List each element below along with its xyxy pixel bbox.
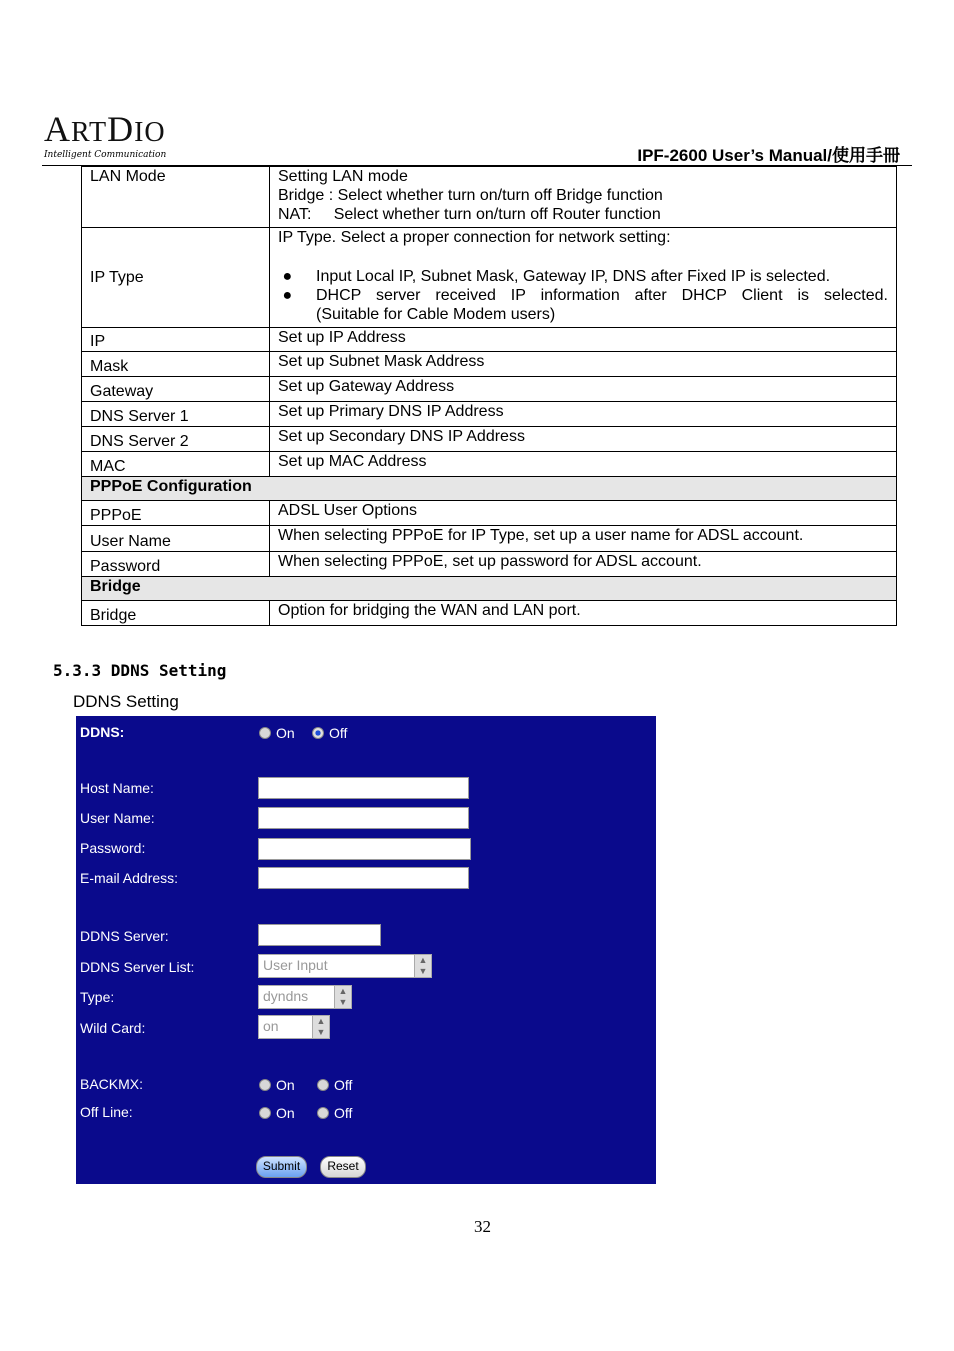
row-value: Set up Primary DNS IP Address bbox=[270, 402, 897, 427]
password-input[interactable] bbox=[258, 838, 471, 860]
row-value: ADSL User Options bbox=[270, 501, 897, 526]
spinner-arrows-icon: ▲ ▼ bbox=[312, 1016, 329, 1038]
table-row bbox=[82, 328, 897, 352]
table-row bbox=[82, 167, 897, 228]
email-input[interactable] bbox=[258, 867, 469, 889]
type-label: Type: bbox=[80, 989, 115, 1005]
ddns-server-list-select[interactable]: User Input ▲ ▼ bbox=[258, 954, 432, 978]
section-title: PPPoE Configuration bbox=[82, 477, 897, 501]
row-key: LAN Mode bbox=[82, 167, 270, 228]
value-intro: IP Type. Select a proper connection for network setting: bbox=[278, 229, 671, 246]
table-row bbox=[82, 452, 897, 477]
host-name-label: Host Name: bbox=[80, 780, 154, 796]
ddns-off-radio[interactable]: Off bbox=[312, 725, 347, 741]
table-row bbox=[82, 501, 897, 526]
user-name-label: User Name: bbox=[80, 810, 155, 826]
row-value: Set up Gateway Address bbox=[270, 377, 897, 402]
bullet-item: ● DHCP server received IP information after DHCP Client is selected. bbox=[278, 287, 888, 304]
table-row bbox=[82, 352, 897, 377]
row-key: DNS Server 1 bbox=[82, 402, 270, 427]
section-row bbox=[82, 577, 897, 601]
table-row bbox=[82, 402, 897, 427]
value-line: NAT: Select whether turn on/turn off Router function bbox=[278, 206, 661, 223]
row-value: Set up IP Address bbox=[270, 328, 897, 352]
bullet-item: ● Input Local IP, Subnet Mask, Gateway IP, DNS after Fixed IP is selected. bbox=[278, 268, 831, 285]
spinner-arrows-icon: ▲ ▼ bbox=[414, 955, 431, 977]
logo-wordmark: ARTDIO bbox=[44, 109, 166, 149]
row-key: PPPoE bbox=[82, 501, 270, 526]
section-row bbox=[82, 477, 897, 501]
type-select[interactable]: dyndns ▲ ▼ bbox=[258, 985, 352, 1009]
row-key: Gateway bbox=[82, 377, 270, 402]
table-row bbox=[82, 552, 897, 577]
row-value bbox=[270, 167, 897, 228]
submit-button[interactable]: Submit bbox=[256, 1156, 307, 1178]
password-label: Password: bbox=[80, 840, 146, 856]
row-key: User Name bbox=[82, 526, 270, 552]
row-key: IP Type bbox=[82, 228, 270, 328]
table-row bbox=[82, 526, 897, 552]
reset-button[interactable]: Reset bbox=[320, 1156, 366, 1178]
logo-tagline: Intelligent Communication bbox=[44, 150, 167, 160]
table-row bbox=[82, 377, 897, 402]
spinner-arrows-icon: ▲ ▼ bbox=[334, 986, 351, 1008]
table-row bbox=[82, 601, 897, 626]
artdio-logo bbox=[44, 110, 184, 160]
page-number: 32 bbox=[474, 1217, 491, 1236]
manual-title: IPF-2600 User’s Manual/使用手冊 bbox=[637, 146, 900, 165]
row-value: Set up Secondary DNS IP Address bbox=[270, 427, 897, 452]
backmx-on-radio[interactable]: On bbox=[259, 1077, 295, 1093]
section-title: Bridge bbox=[82, 577, 897, 601]
ddns-on-radio[interactable]: On bbox=[259, 725, 295, 741]
row-value: Option for bridging the WAN and LAN port. bbox=[270, 601, 897, 626]
figure-caption: DDNS Setting bbox=[73, 692, 179, 711]
ddns-form-panel bbox=[76, 716, 656, 1184]
row-key: MAC bbox=[82, 452, 270, 477]
bullet-continuation: (Suitable for Cable Modem users) bbox=[316, 306, 556, 323]
off-line-label: Off Line: bbox=[80, 1104, 133, 1120]
ddns-server-label: DDNS Server: bbox=[80, 928, 169, 944]
row-value: Set up Subnet Mask Address bbox=[270, 352, 897, 377]
wild-card-select[interactable]: on ▲ ▼ bbox=[258, 1015, 330, 1039]
value-line: Setting LAN mode bbox=[278, 168, 408, 185]
row-value: When selecting PPPoE, set up password for ADSL account. bbox=[270, 552, 897, 577]
off-line-off-radio[interactable]: Off bbox=[317, 1105, 352, 1121]
row-key: Password bbox=[82, 552, 270, 577]
off-line-on-radio[interactable]: On bbox=[259, 1105, 295, 1121]
ddns-label: DDNS: bbox=[80, 724, 125, 740]
ddns-server-input[interactable] bbox=[258, 924, 381, 946]
row-key: Bridge bbox=[82, 601, 270, 626]
wild-card-label: Wild Card: bbox=[80, 1020, 146, 1036]
table-row bbox=[82, 228, 897, 328]
host-name-input[interactable] bbox=[258, 777, 469, 799]
user-name-input[interactable] bbox=[258, 807, 469, 829]
backmx-label: BACKMX: bbox=[80, 1076, 144, 1092]
value-line: Bridge : Select whether turn on/turn off Bridge function bbox=[278, 187, 663, 204]
table-row bbox=[82, 427, 897, 452]
row-value bbox=[270, 228, 897, 328]
row-value: When selecting PPPoE for IP Type, set up a user name for ADSL account. bbox=[270, 526, 897, 552]
email-label: E-mail Address: bbox=[80, 870, 179, 886]
settings-table bbox=[81, 166, 897, 626]
backmx-off-radio[interactable]: Off bbox=[317, 1077, 352, 1093]
section-heading: 5.3.3 DDNS Setting bbox=[53, 661, 227, 680]
row-key: Mask bbox=[82, 352, 270, 377]
row-value: Set up MAC Address bbox=[270, 452, 897, 477]
ddns-server-list-label: DDNS Server List: bbox=[80, 959, 195, 975]
row-key: IP bbox=[82, 328, 270, 352]
row-key: DNS Server 2 bbox=[82, 427, 270, 452]
